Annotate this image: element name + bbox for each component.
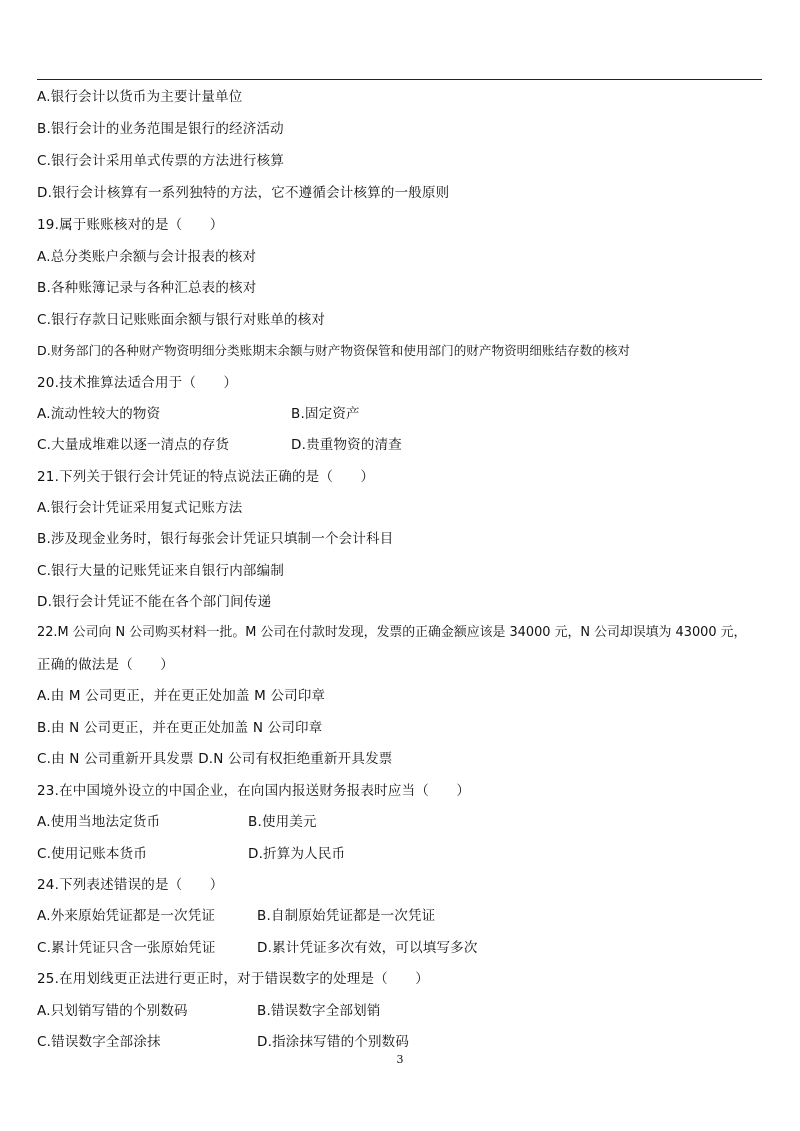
q22-stem-line2: 正确的做法是（ ） bbox=[37, 657, 174, 673]
q19-stem: 19.属于账账核对的是（ ） bbox=[37, 217, 224, 233]
q22-option-cd: C.由 N 公司重新开具发票 D.N 公司有权拒绝重新开具发票 bbox=[37, 751, 393, 767]
q25-stem: 25.在用划线更正法进行更正时，对于错误数字的处理是（ ） bbox=[37, 971, 429, 987]
q18-option-c: C.银行会计采用单式传票的方法进行核算 bbox=[37, 153, 285, 169]
q25-option-b: B.错误数字全部划销 bbox=[257, 1003, 381, 1019]
q18-option-d: D.银行会计核算有一系列独特的方法，它不遵循会计核算的一般原则 bbox=[37, 185, 450, 201]
q21-option-c: C.银行大量的记账凭证来自银行内部编制 bbox=[37, 563, 285, 579]
q21-option-d: D.银行会计凭证不能在各个部门间传递 bbox=[37, 594, 272, 610]
q18-option-b: B.银行会计的业务范围是银行的经济活动 bbox=[37, 121, 284, 137]
q20-option-b: B.固定资产 bbox=[291, 406, 360, 422]
q25-option-a: A.只划销写错的个别数码 bbox=[37, 1003, 188, 1019]
q24-option-d: D.累计凭证多次有效，可以填写多次 bbox=[257, 940, 478, 956]
q20-option-a: A.流动性较大的物资 bbox=[37, 406, 161, 422]
q21-option-b: B.涉及现金业务时，银行每张会计凭证只填制一个会计科目 bbox=[37, 531, 394, 547]
q21-option-a: A.银行会计凭证采用复式记账方法 bbox=[37, 500, 243, 516]
q24-option-a: A.外来原始凭证都是一次凭证 bbox=[37, 908, 216, 924]
q23-option-d: D.折算为人民币 bbox=[248, 846, 346, 862]
q23-option-b: B.使用美元 bbox=[248, 814, 317, 830]
q20-option-c: C.大量成堆难以逐一清点的存货 bbox=[37, 437, 230, 453]
q22-stem-line1: 22.M 公司向 N 公司购买材料一批。M 公司在付款时发现，发票的正确金额应该是 34000 元，N 公司却误填为 43000 元， bbox=[37, 625, 747, 640]
q19-option-d: D.财务部门的各种财产物资明细分类账期末余额与财产物资保管和使用部门的财产物资明细账结存数的核对 bbox=[37, 343, 631, 358]
q25-option-c: C.错误数字全部涂抹 bbox=[37, 1034, 161, 1050]
q23-stem: 23.在中国境外设立的中国企业，在向国内报送财务报表时应当（ ） bbox=[37, 783, 471, 799]
q22-option-b: B.由 N 公司更正，并在更正处加盖 N 公司印章 bbox=[37, 720, 323, 736]
header-rule bbox=[37, 79, 762, 80]
q22-option-a: A.由 M 公司更正，并在更正处加盖 M 公司印章 bbox=[37, 688, 326, 704]
q20-option-d: D.贵重物资的清查 bbox=[291, 437, 402, 453]
page-number: 3 bbox=[396, 1053, 404, 1066]
q19-option-b: B.各种账簿记录与各种汇总表的核对 bbox=[37, 280, 257, 296]
q24-option-b: B.自制原始凭证都是一次凭证 bbox=[257, 908, 436, 924]
q23-option-a: A.使用当地法定货币 bbox=[37, 814, 161, 830]
q21-stem: 21.下列关于银行会计凭证的特点说法正确的是（ ） bbox=[37, 469, 375, 485]
q25-option-d: D.指涂抹写错的个别数码 bbox=[257, 1034, 410, 1050]
q24-stem: 24.下列表述错误的是（ ） bbox=[37, 877, 224, 893]
q24-option-c: C.累计凭证只含一张原始凭证 bbox=[37, 940, 216, 956]
q23-option-c: C.使用记账本货币 bbox=[37, 846, 148, 862]
q19-option-a: A.总分类账户余额与会计报表的核对 bbox=[37, 249, 257, 265]
q18-option-a: A.银行会计以货币为主要计量单位 bbox=[37, 89, 243, 105]
q20-stem: 20.技术推算法适合用于（ ） bbox=[37, 375, 238, 391]
q19-option-c: C.银行存款日记账账面余额与银行对账单的核对 bbox=[37, 312, 326, 328]
